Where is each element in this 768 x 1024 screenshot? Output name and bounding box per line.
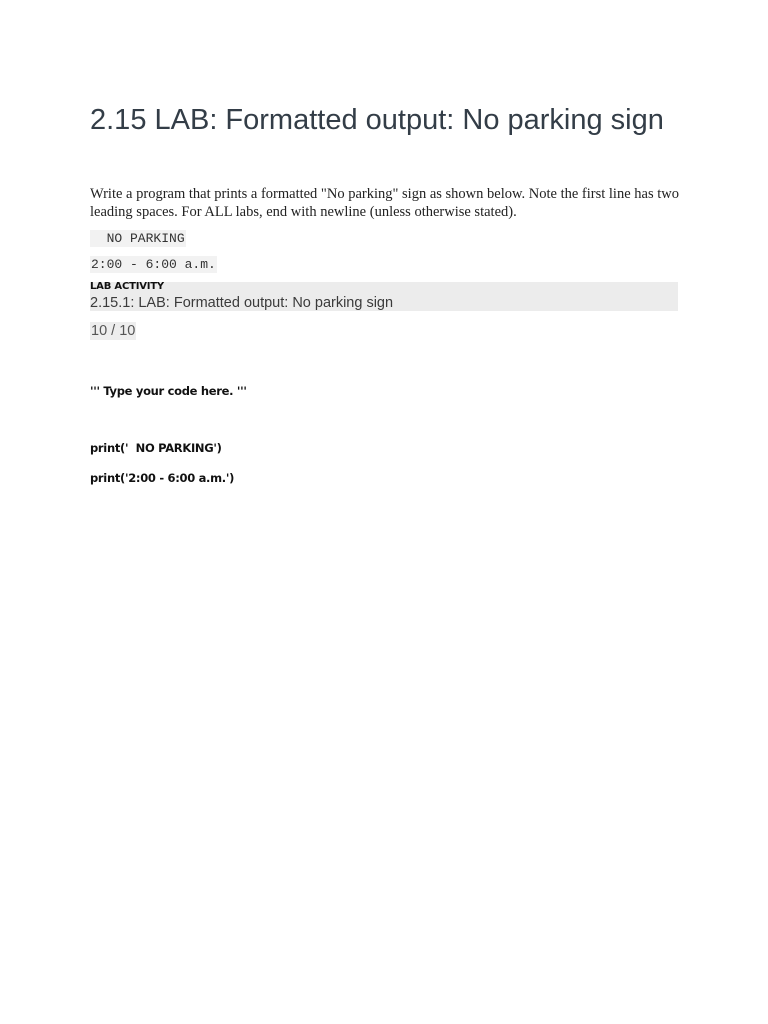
code-line-2: print('2:00 - 6:00 a.m.') bbox=[90, 471, 235, 485]
example-output-line-1: NO PARKING bbox=[91, 231, 185, 246]
example-output-line-2: 2:00 - 6:00 a.m. bbox=[91, 257, 216, 272]
instructions-paragraph: Write a program that prints a formatted "No parking" sign as shown below. Note the first line has two leading spaces. For ALL labs, end with newline (unless otherwise stated). bbox=[90, 186, 679, 220]
code-line-1: print(' NO PARKING') bbox=[90, 441, 222, 455]
lab-activity-label: LAB ACTIVITY bbox=[90, 281, 164, 292]
code-comment: ''' Type your code here. ''' bbox=[90, 384, 247, 398]
page-title: 2.15 LAB: Formatted output: No parking sign bbox=[90, 104, 664, 136]
lab-activity-title: 2.15.1: LAB: Formatted output: No parking sign bbox=[90, 295, 394, 311]
score-badge: 10 / 10 bbox=[91, 323, 136, 339]
